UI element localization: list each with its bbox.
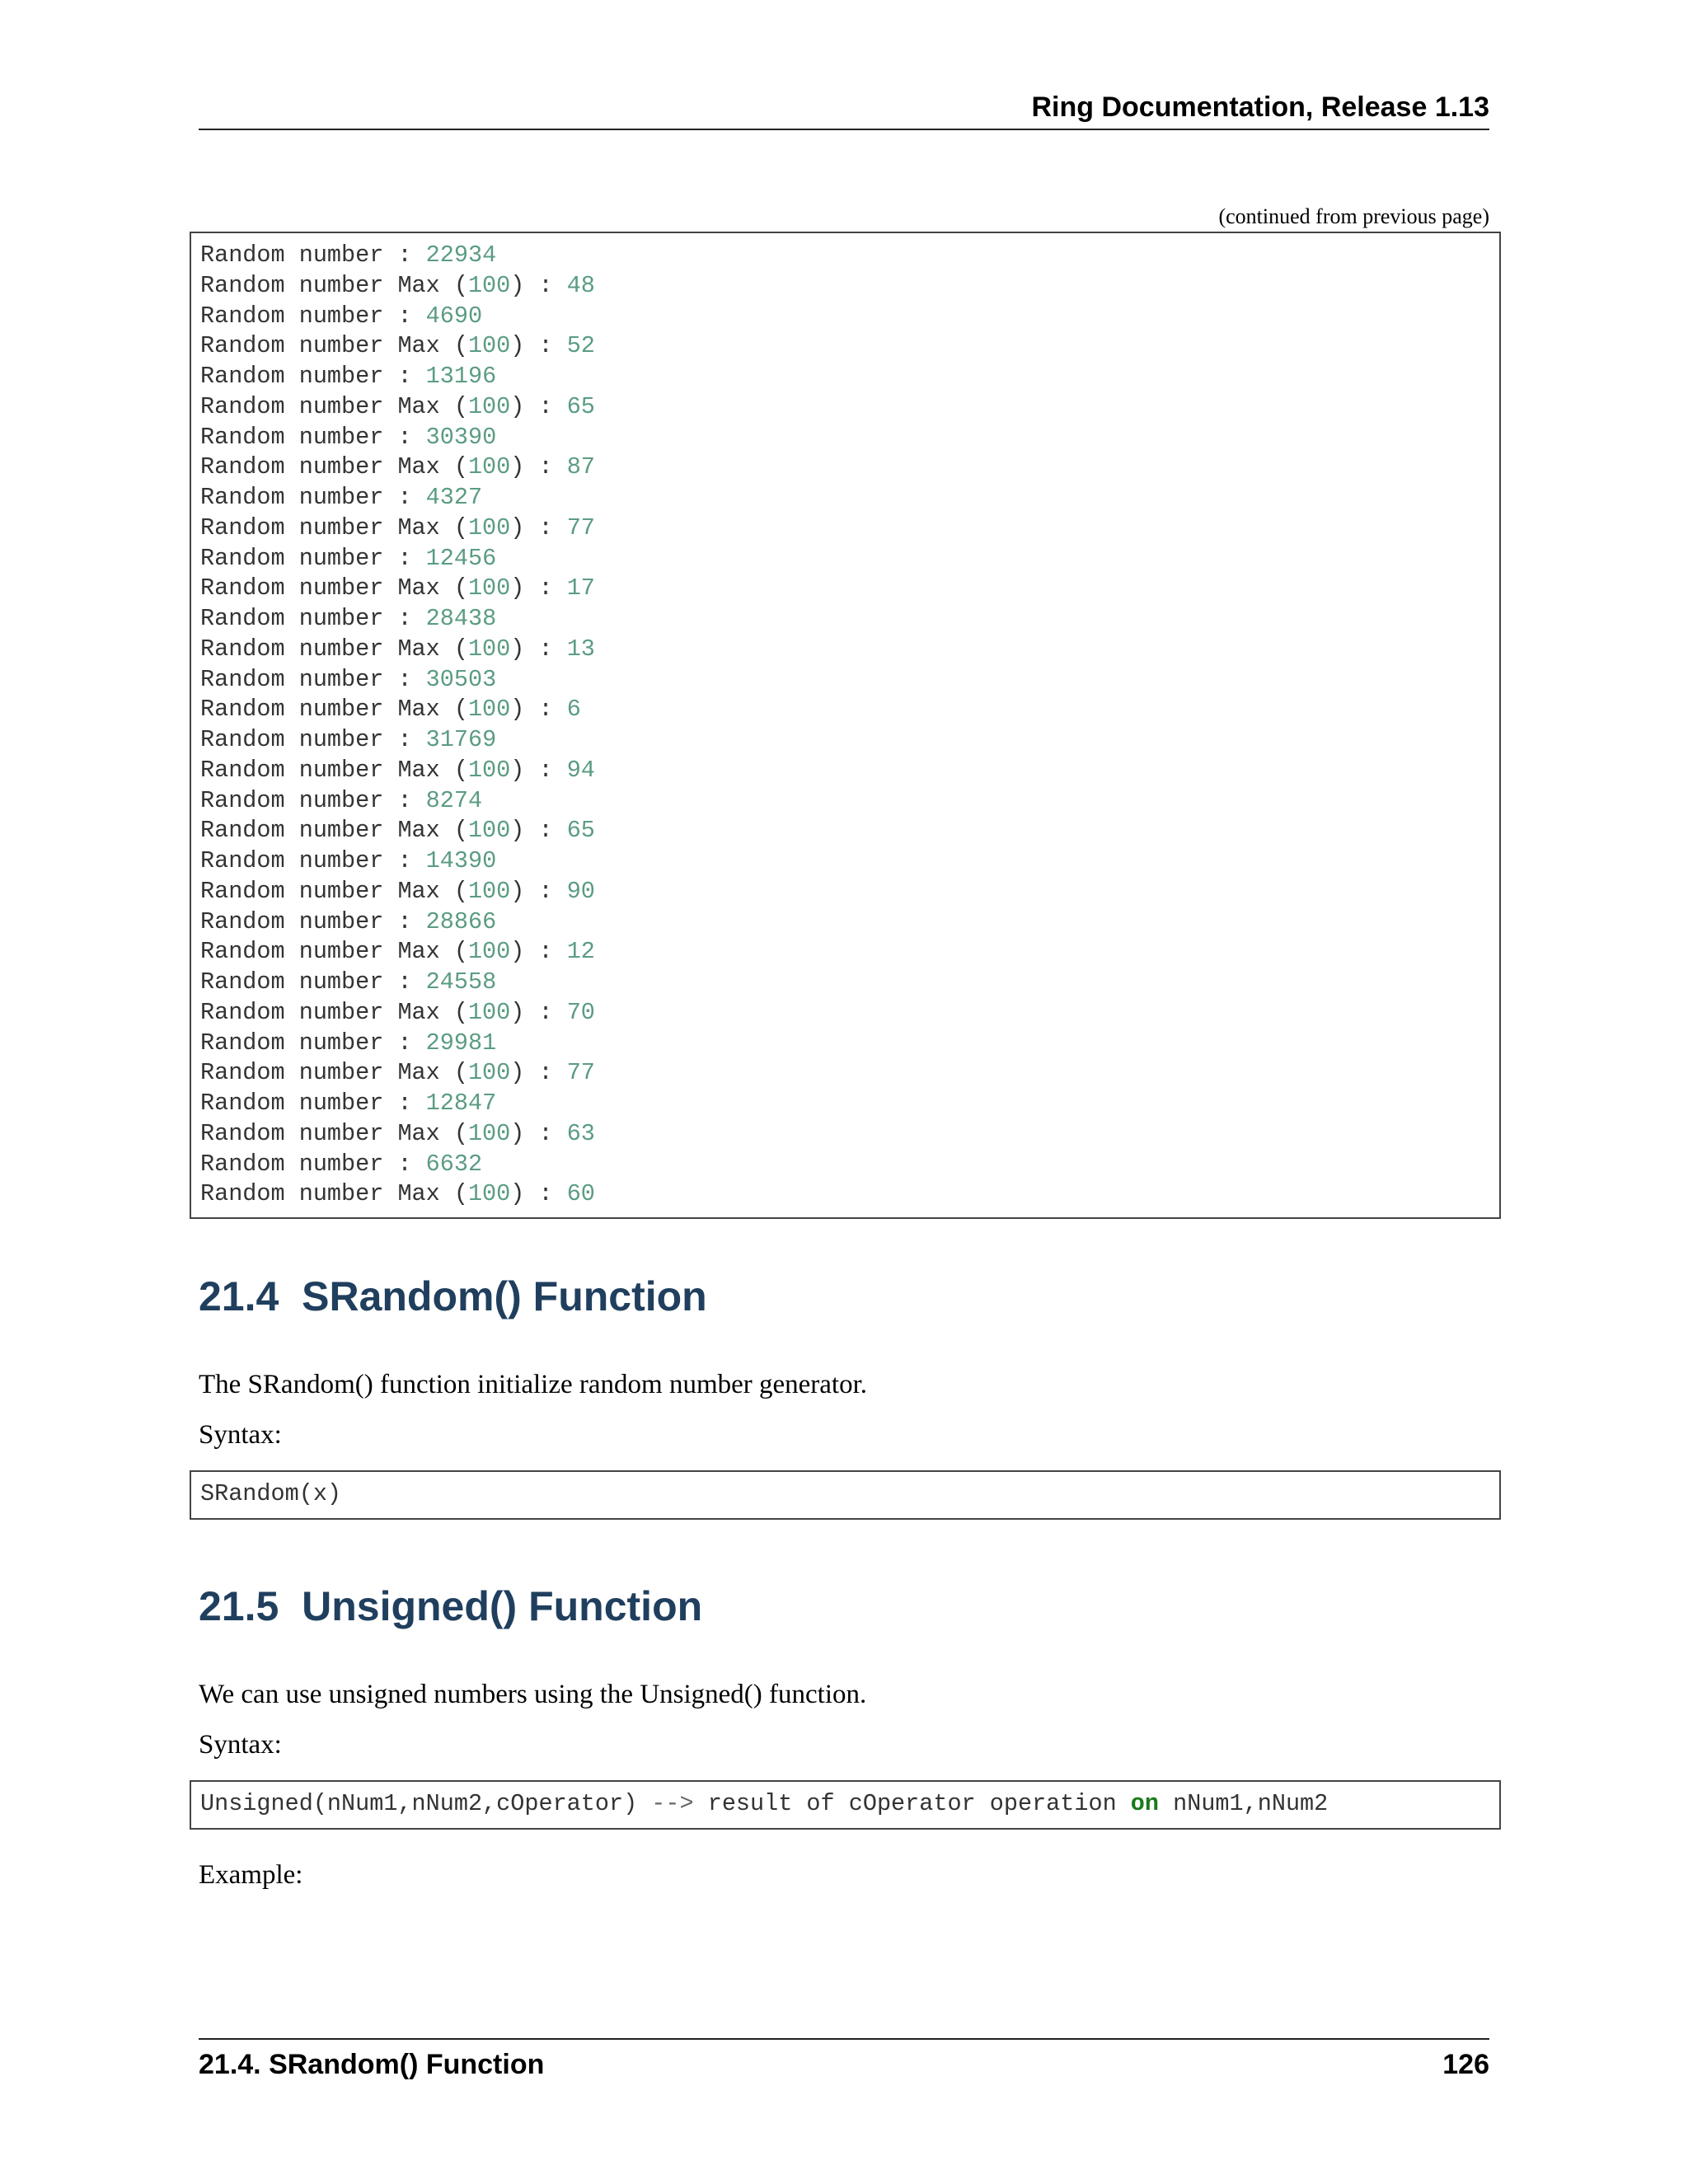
- output-line: [200, 331, 1499, 362]
- footer-section-title: 21.4. SRandom() Function: [199, 2049, 545, 2080]
- output-label: Random number Max (: [200, 817, 468, 845]
- code-call: Unsigned(nNum1,nNum2,cOperator): [200, 1790, 652, 1817]
- output-line: [200, 725, 1499, 756]
- output-line: [200, 1150, 1499, 1180]
- unsigned-syntax-label: Syntax:: [199, 1730, 282, 1760]
- output-label: Random number :: [200, 363, 426, 390]
- output-value: 22934: [425, 241, 497, 269]
- output-label: Random number :: [200, 605, 426, 632]
- output-line: [200, 786, 1499, 817]
- code-text: result of cOperator operation: [693, 1790, 1131, 1817]
- output-label: Random number :: [200, 968, 426, 996]
- output-value: 77: [566, 1059, 595, 1087]
- output-label: Random number :: [200, 907, 426, 935]
- code-arrow: -->: [651, 1790, 694, 1817]
- output-label: Random number Max (: [200, 392, 468, 420]
- output-value: 60: [566, 1180, 595, 1208]
- output-line: [200, 483, 1499, 513]
- output-max-arg: 100: [467, 1059, 511, 1087]
- output-label: ) :: [510, 1180, 567, 1208]
- output-label: ) :: [510, 998, 567, 1026]
- output-value: 13: [566, 635, 595, 663]
- output-label: Random number :: [200, 847, 426, 874]
- output-label: Random number Max (: [200, 271, 468, 299]
- output-value: 12: [566, 938, 595, 966]
- output-label: Random number :: [200, 665, 426, 693]
- output-label: Random number Max (: [200, 1059, 468, 1087]
- srandom-syntax-label: Syntax:: [199, 1420, 282, 1450]
- output-label: Random number :: [200, 1150, 426, 1178]
- output-max-arg: 100: [467, 938, 511, 966]
- output-line: [200, 1179, 1499, 1210]
- page-header: [199, 89, 1489, 130]
- output-max-arg: 100: [467, 756, 511, 784]
- output-value: 29981: [425, 1029, 497, 1057]
- output-line: [200, 635, 1499, 665]
- output-line: [200, 1058, 1499, 1089]
- document-title: Ring Documentation, Release 1.13: [1031, 91, 1489, 123]
- output-line: [200, 877, 1499, 907]
- output-label: Random number :: [200, 726, 426, 753]
- output-value: 4690: [425, 302, 483, 330]
- output-label: Random number Max (: [200, 332, 468, 360]
- output-label: Random number Max (: [200, 574, 468, 602]
- output-line: [200, 756, 1499, 786]
- output-label: Random number Max (: [200, 877, 468, 905]
- output-label: ) :: [510, 696, 567, 724]
- output-label: ) :: [510, 453, 567, 481]
- output-label: Random number :: [200, 1090, 426, 1117]
- output-max-arg: 100: [467, 998, 511, 1026]
- section-heading-unsigned: [199, 1583, 702, 1629]
- output-line: [200, 452, 1499, 483]
- output-value: 28438: [425, 605, 497, 632]
- section-title: SRandom() Function: [302, 1273, 707, 1319]
- output-line: [200, 1029, 1499, 1059]
- output-value: 77: [566, 513, 595, 541]
- output-label: Random number Max (: [200, 513, 468, 541]
- output-label: ) :: [510, 332, 567, 360]
- output-value: 63: [566, 1119, 595, 1147]
- output-value: 87: [566, 453, 595, 481]
- output-line: [200, 846, 1499, 877]
- output-label: ) :: [510, 271, 567, 299]
- unsigned-description: We can use unsigned numbers using the Unsigned() function.: [199, 1680, 867, 1709]
- output-value: 6632: [425, 1150, 483, 1178]
- output-line: [200, 544, 1499, 574]
- output-label: ) :: [510, 513, 567, 541]
- code-line: [200, 1789, 1499, 1820]
- output-label: Random number Max (: [200, 635, 468, 663]
- output-line: [200, 907, 1499, 938]
- output-label: Random number :: [200, 423, 426, 451]
- output-label: ) :: [510, 817, 567, 845]
- output-value: 70: [566, 998, 595, 1026]
- output-max-arg: 100: [467, 696, 511, 724]
- output-value: 12456: [425, 544, 497, 572]
- output-max-arg: 100: [467, 1180, 511, 1208]
- output-max-arg: 100: [467, 574, 511, 602]
- section-title: Unsigned() Function: [302, 1583, 703, 1629]
- output-line: [200, 513, 1499, 544]
- output-line: [200, 241, 1499, 271]
- output-line: [200, 968, 1499, 998]
- output-line: [200, 665, 1499, 696]
- output-label: Random number Max (: [200, 1119, 468, 1147]
- output-label: Random number :: [200, 302, 426, 330]
- output-line: [200, 695, 1499, 725]
- output-value: 65: [566, 817, 595, 845]
- output-line: [200, 1089, 1499, 1119]
- output-value: 4327: [425, 484, 483, 511]
- output-label: ) :: [510, 635, 567, 663]
- example-label: Example:: [199, 1860, 303, 1890]
- unsigned-syntax-code-block: [190, 1780, 1501, 1830]
- output-label: ) :: [510, 1119, 567, 1147]
- output-value: 13196: [425, 363, 497, 390]
- output-label: Random number Max (: [200, 696, 468, 724]
- output-code-block: [190, 232, 1501, 1219]
- code-text: nNum1,nNum2: [1159, 1790, 1329, 1817]
- output-label: Random number Max (: [200, 938, 468, 966]
- output-value: 30503: [425, 665, 497, 693]
- output-line: [200, 1119, 1499, 1150]
- output-value: 31769: [425, 726, 497, 753]
- output-max-arg: 100: [467, 635, 511, 663]
- output-value: 52: [566, 332, 595, 360]
- output-label: Random number Max (: [200, 453, 468, 481]
- output-value: 12847: [425, 1090, 497, 1117]
- srandom-description: The SRandom() function initialize random number generator.: [199, 1370, 868, 1399]
- output-line: [200, 574, 1499, 604]
- code-line: SRandom(x): [200, 1480, 342, 1507]
- output-max-arg: 100: [467, 271, 511, 299]
- section-number: 21.4: [199, 1273, 279, 1319]
- output-line: [200, 998, 1499, 1029]
- output-max-arg: 100: [467, 513, 511, 541]
- output-value: 65: [566, 392, 595, 420]
- output-value: 6: [566, 696, 581, 724]
- output-label: ) :: [510, 938, 567, 966]
- output-value: 90: [566, 877, 595, 905]
- continued-note: (continued from previous page): [1218, 204, 1489, 228]
- output-label: Random number :: [200, 484, 426, 511]
- output-value: 14390: [425, 847, 497, 874]
- output-max-arg: 100: [467, 332, 511, 360]
- output-line: [200, 937, 1499, 968]
- srandom-syntax-code-block: [190, 1470, 1501, 1520]
- output-value: 24558: [425, 968, 497, 996]
- output-label: Random number Max (: [200, 756, 468, 784]
- output-value: 8274: [425, 786, 483, 814]
- output-line: [200, 392, 1499, 423]
- output-line: [200, 271, 1499, 302]
- output-label: ) :: [510, 574, 567, 602]
- output-max-arg: 100: [467, 392, 511, 420]
- section-number: 21.5: [199, 1583, 279, 1629]
- output-label: ) :: [510, 756, 567, 784]
- output-line: [200, 423, 1499, 453]
- output-max-arg: 100: [467, 817, 511, 845]
- output-value: 30390: [425, 423, 497, 451]
- output-line: [200, 816, 1499, 846]
- section-heading-srandom: [199, 1273, 707, 1319]
- output-max-arg: 100: [467, 877, 511, 905]
- output-label: Random number Max (: [200, 998, 468, 1026]
- output-label: Random number :: [200, 241, 426, 269]
- code-keyword: on: [1130, 1790, 1160, 1817]
- output-max-arg: 100: [467, 453, 511, 481]
- output-label: ) :: [510, 877, 567, 905]
- output-value: 48: [566, 271, 595, 299]
- output-max-arg: 100: [467, 1119, 511, 1147]
- output-label: Random number Max (: [200, 1180, 468, 1208]
- output-value: 17: [566, 574, 595, 602]
- output-label: Random number :: [200, 786, 426, 814]
- output-value: 94: [566, 756, 595, 784]
- output-line: [200, 362, 1499, 392]
- output-line: [200, 302, 1499, 332]
- page-number: 126: [1442, 2049, 1489, 2080]
- output-label: ) :: [510, 1059, 567, 1087]
- output-value: 28866: [425, 907, 497, 935]
- output-label: Random number :: [200, 1029, 426, 1057]
- page-footer: [199, 2038, 1489, 2089]
- output-label: Random number :: [200, 544, 426, 572]
- output-label: ) :: [510, 392, 567, 420]
- output-line: [200, 604, 1499, 635]
